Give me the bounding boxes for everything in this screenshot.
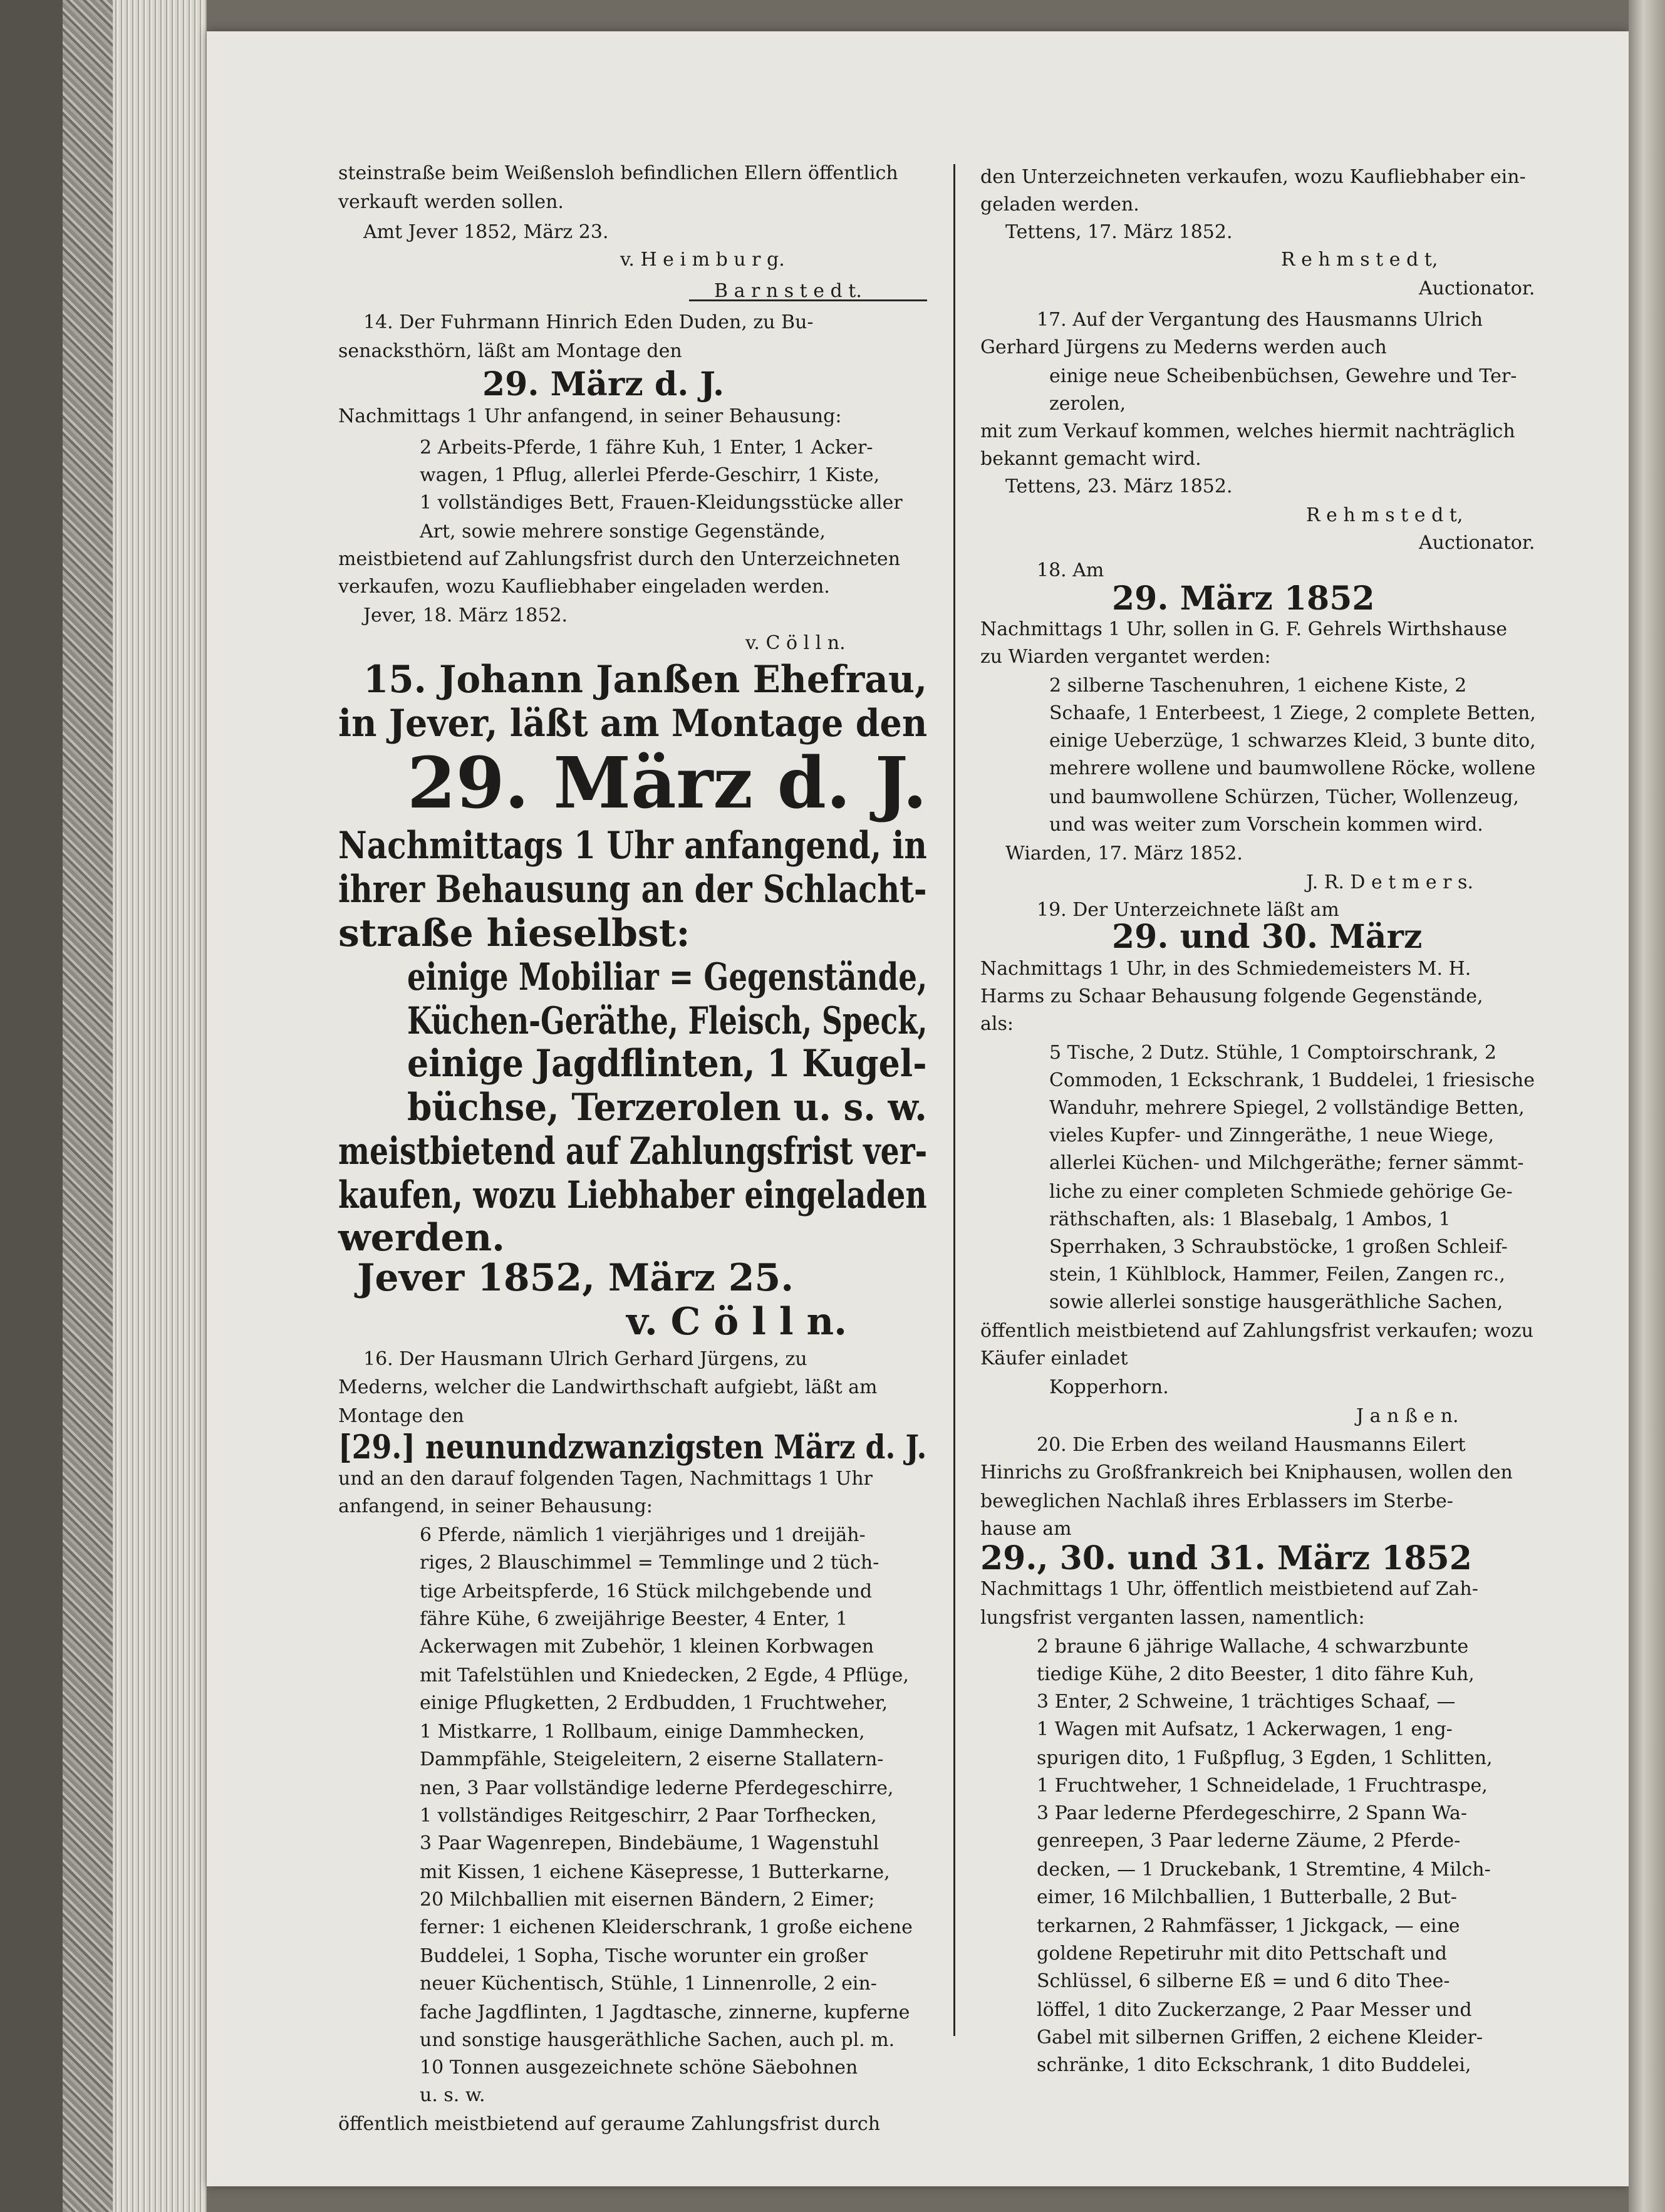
text-line: Schlüssel, 6 silberne Eß = und 6 dito Thee- [1037, 1970, 1450, 1992]
text-line: wagen, 1 Pflug, allerlei Pferde-Geschirr, 1 Kiste, [420, 464, 880, 486]
text-line: mit Kissen, 1 eichene Käsepresse, 1 Butterkarne, [420, 1861, 890, 1883]
text-line: R e h m s t e d t, [1306, 504, 1463, 526]
text-line: 20 Milchballien mit eisernen Bändern, 2 Eimer; [420, 1889, 875, 1911]
text-line: 10 Tonnen ausgezeichnete schöne Säebohnen [420, 2057, 858, 2079]
text-line: kaufen, wozu Liebhaber eingeladen [338, 1173, 927, 1217]
text-line: 29. März d. J. [407, 742, 927, 824]
text-line: Commoden, 1 Eckschrank, 1 Buddelei, 1 friesische [1049, 1069, 1535, 1091]
text-line: geladen werden. [980, 194, 1139, 215]
text-line: 5 Tische, 2 Dutz. Stühle, 1 Comptoirschrank, 2 [1049, 1042, 1496, 1064]
text-line: einige Pflugketten, 2 Erdbudden, 1 Fruchtweher, [420, 1692, 888, 1714]
text-line: 3 Paar Wagenrepen, Bindebäume, 1 Wagenstuhl [420, 1832, 879, 1854]
text-line: 18. Am [1037, 559, 1104, 581]
text-line: ferner: 1 eichenen Kleiderschrank, 1 große eichene [420, 1916, 913, 1938]
text-line: goldene Repetiruhr mit dito Pettschaft und [1037, 1943, 1447, 1965]
text-line: und was weiter zum Vorschein kommen wird. [1049, 814, 1483, 836]
text-line: sowie allerlei sonstige hausgeräthliche Sachen, [1049, 1291, 1503, 1313]
text-line: tiedige Kühe, 2 dito Beester, 1 dito fähre Kuh, [1037, 1663, 1475, 1685]
text-line: Gerhard Jürgens zu Mederns werden auch [980, 336, 1387, 358]
text-line: Mederns, welcher die Landwirthschaft aufgiebt, läßt am [338, 1376, 878, 1398]
text-line: neuer Küchentisch, Stühle, 1 Linnenrolle, 2 ein- [420, 1973, 877, 1995]
text-line: 17. Auf der Vergantung des Hausmanns Ulrich [1037, 309, 1483, 331]
text-line: verkauft werden sollen. [338, 191, 564, 213]
text-line: senacksthörn, läßt am Montage den [338, 340, 682, 362]
text-line: Amt Jever 1852, März 23. [363, 221, 609, 243]
text-line: v. H e i m b u r g. [620, 249, 785, 271]
right-page-edge [1629, 0, 1665, 2212]
text-line: Harms zu Schaar Behausung folgende Gegenstände, [980, 985, 1483, 1007]
text-line: terkarnen, 2 Rahmfässer, 1 Jickgack, — eine [1037, 1915, 1460, 1937]
text-line: Nachmittags 1 Uhr, öffentlich meistbietend auf Zah- [980, 1578, 1478, 1600]
text-line: liche zu einer completen Schmiede gehörige Ge- [1049, 1181, 1513, 1203]
text-line: Ackerwagen mit Zubehör, 1 kleinen Korbwagen [420, 1636, 874, 1658]
text-line: Jever 1852, März 25. [357, 1256, 794, 1300]
text-line: v. C ö l l n. [626, 1300, 848, 1344]
text-line: 14. Der Fuhrmann Hinrich Eden Duden, zu Bu- [363, 311, 814, 333]
text-line: den Unterzeichneten verkaufen, wozu Kaufliebhaber ein- [980, 166, 1526, 188]
text-line: stein, 1 Kühlblock, Hammer, Feilen, Zangen rc., [1049, 1264, 1505, 1285]
book-binding [0, 0, 63, 2212]
text-line: allerlei Küchen- und Milchgeräthe; ferner sämmt- [1049, 1152, 1524, 1174]
text-line: u. s. w. [420, 2084, 485, 2106]
text-line: decken, — 1 Druckebank, 1 Stremtine, 4 Milch- [1037, 1859, 1491, 1881]
text-line: R e h m s t e d t, [1281, 249, 1438, 271]
text-line: riges, 2 Blauschimmel = Temmlinge und 2 tüch- [420, 1552, 879, 1574]
text-line: Gabel mit silbernen Griffen, 2 eichene Kleider- [1037, 2027, 1483, 2048]
text-line: verkaufen, wozu Kaufliebhaber eingeladen werden. [338, 576, 830, 598]
text-line: mit zum Verkauf kommen, welches hiermit nachträglich [980, 420, 1515, 442]
text-line: Nachmittags 1 Uhr, in des Schmiedemeisters M. H. [980, 958, 1471, 980]
text-line: Art, sowie mehrere sonstige Gegenstände, [420, 521, 826, 543]
text-line: eimer, 16 Milchballien, 1 Butterballe, 2 But- [1037, 1886, 1457, 1908]
text-line: Küchen-Geräthe, Fleisch, Speck, [407, 999, 928, 1043]
text-line: als: [980, 1013, 1014, 1035]
text-line: Nachmittags 1 Uhr, sollen in G. F. Gehrels Wirthshause [980, 618, 1508, 640]
text-line: Wiarden, 17. März 1852. [1005, 843, 1243, 865]
text-line: einige Jagdflinten, 1 Kugel- [407, 1042, 927, 1086]
text-line: einige Ueberzüge, 1 schwarzes Kleid, 3 bunte dito, [1049, 730, 1536, 752]
text-line: zerolen, [1049, 393, 1126, 415]
text-line: fache Jagdflinten, 1 Jagdtasche, zinnerne, kupferne [420, 2002, 910, 2023]
text-line: 15. Johann Janßen Ehefrau, [363, 658, 928, 702]
text-line: bekannt gemacht wird. [980, 448, 1201, 470]
text-line: Schaafe, 1 Enterbeest, 1 Ziege, 2 complete Betten, [1049, 702, 1536, 724]
text-line: tige Arbeitspferde, 16 Stück milchgebende und [420, 1581, 873, 1602]
text-line: 1 Wagen mit Aufsatz, 1 Ackerwagen, 1 eng- [1037, 1718, 1453, 1740]
column-divider [953, 164, 955, 2036]
text-line: 3 Enter, 2 Schweine, 1 trächtiges Schaaf, — [1037, 1691, 1456, 1713]
text-line: steinstraße beim Weißensloh befindlichen Ellern öffentlich [338, 162, 898, 184]
text-line: 16. Der Hausmann Ulrich Gerhard Jürgens, zu [363, 1348, 807, 1370]
text-line: 1 Mistkarre, 1 Rollbaum, einige Dammhecken, [420, 1721, 865, 1743]
text-line: schränke, 1 dito Eckschrank, 1 dito Buddelei, [1037, 2054, 1471, 2076]
text-line: 2 braune 6 jährige Wallache, 4 schwarzbunte [1037, 1636, 1469, 1658]
text-line: Käufer einladet [980, 1347, 1128, 1369]
text-line: genreepen, 3 Paar lederne Zäume, 2 Pferde- [1037, 1830, 1461, 1852]
text-line: einige Mobiliar = Gegenstände, [407, 955, 928, 999]
marbled-cover-board [63, 0, 113, 2212]
text-line: 29., 30. und 31. März 1852 [980, 1539, 1472, 1577]
text-line: Nachmittags 1 Uhr anfangend, in seiner Behausung: [338, 405, 842, 427]
text-line: zu Wiarden vergantet werden: [980, 646, 1271, 668]
text-line: 1 vollständiges Bett, Frauen-Kleidungsstücke aller [420, 492, 903, 514]
text-line: Kopperhorn. [1049, 1376, 1169, 1398]
text-line: und baumwollene Schürzen, Tücher, Wollenzeug, [1049, 786, 1519, 808]
text-line: lungsfrist verganten lassen, namentlich: [980, 1607, 1365, 1629]
text-line: 2 Arbeits-Pferde, 1 fähre Kuh, 1 Enter, 1 Acker- [420, 437, 873, 459]
text-line: beweglichen Nachlaß ihres Erblassers im Sterbe- [980, 1490, 1453, 1512]
text-line: hause am [980, 1518, 1072, 1540]
text-line: 19. Der Unterzeichnete läßt am [1037, 899, 1339, 921]
text-line: mehrere wollene und baumwollene Röcke, wollene [1049, 757, 1536, 779]
text-line: Sperrhaken, 3 Schraubstöcke, 1 großen Schleif- [1049, 1236, 1508, 1258]
text-line: nen, 3 Paar vollständige lederne Pferdegeschirre, [420, 1777, 894, 1799]
text-line: meistbietend auf Zahlungsfrist ver- [338, 1129, 928, 1173]
text-line: Montage den [338, 1405, 464, 1427]
text-line: und an den darauf folgenden Tagen, Nachmittags 1 Uhr [338, 1468, 873, 1490]
text-line: Buddelei, 1 Sopha, Tische worunter ein großer [420, 1945, 868, 1967]
text-line: spurigen dito, 1 Fußpflug, 3 Egden, 1 Schlitten, [1037, 1747, 1493, 1769]
text-line: anfangend, in seiner Behausung: [338, 1495, 653, 1517]
text-line: Wanduhr, mehrere Spiegel, 2 vollständige Betten, [1049, 1097, 1525, 1119]
text-line: 3 Paar lederne Pferdegeschirre, 2 Spann Wa- [1037, 1802, 1467, 1824]
text-line: 29. März d. J. [482, 365, 725, 403]
text-line: Auctionator. [1419, 278, 1535, 299]
text-line: straße hieselbst: [338, 911, 690, 955]
text-line: Tettens, 17. März 1852. [1005, 221, 1233, 243]
text-line: Jever, 18. März 1852. [363, 605, 568, 626]
text-line: öffentlich meistbietend auf geraume Zahlungsfrist durch [338, 2113, 881, 2135]
text-line: 1 vollständiges Reitgeschirr, 2 Paar Torfhecken, [420, 1805, 877, 1827]
text-line: fähre Kühe, 6 zweijährige Beester, 4 Enter, 1 [420, 1608, 848, 1630]
text-line: büchse, Terzerolen u. s. w. [407, 1086, 927, 1129]
text-line: 29. und 30. März [1112, 918, 1423, 956]
text-line: [29.] neunundzwanzigsten März d. J. [338, 1428, 927, 1467]
text-line: Auctionator. [1419, 532, 1535, 554]
text-line: mit Tafelstühlen und Kniedecken, 2 Egde, 4 Pflüge, [420, 1664, 909, 1686]
text-line: 2 silberne Taschenuhren, 1 eichene Kiste, 2 [1049, 675, 1467, 697]
text-line: meistbietend auf Zahlungsfrist durch den Unterzeichneten [338, 548, 901, 570]
text-line: in Jever, läßt am Montage den [338, 702, 928, 745]
text-line: Nachmittags 1 Uhr anfangend, in [338, 824, 927, 868]
text-line: räthschaften, als: 1 Blasebalg, 1 Ambos, 1 [1049, 1208, 1451, 1230]
text-line: Hinrichs zu Großfrankreich bei Kniphausen, wollen den [980, 1462, 1513, 1483]
text-line: öffentlich meistbietend auf Zahlungsfrist verkaufen; wozu [980, 1320, 1533, 1342]
text-line: 1 Fruchtweher, 1 Schneidelade, 1 Fruchtraspe, [1037, 1775, 1488, 1797]
text-line: 29. März 1852 [1112, 579, 1375, 618]
text-line: J. R. D e t m e r s. [1306, 871, 1473, 893]
text-line: werden. [338, 1216, 506, 1260]
text-line: B a r n s t e d t. [714, 280, 862, 302]
text-line: Tettens, 23. März 1852. [1005, 475, 1233, 497]
text-line: vieles Kupfer- und Zinngeräthe, 1 neue Wiege, [1049, 1124, 1495, 1146]
text-line: und sonstige hausgeräthliche Sachen, auch pl. m. [420, 2029, 895, 2051]
text-line: 20. Die Erben des weiland Hausmanns Eilert [1037, 1434, 1466, 1456]
text-line: 6 Pferde, nämlich 1 vierjähriges und 1 dreijäh- [420, 1524, 866, 1546]
text-line: ihrer Behausung an der Schlacht- [338, 868, 927, 911]
text-line: Dammpfähle, Steigeleitern, 2 eiserne Stallatern- [420, 1748, 884, 1770]
text-line: einige neue Scheibenbüchsen, Gewehre und Ter- [1049, 365, 1517, 387]
text-line: J a n ß e n. [1356, 1405, 1459, 1427]
page-edges [113, 0, 207, 2212]
text-line: v. C ö l l n. [745, 632, 846, 654]
text-line: löffel, 1 dito Zuckerzange, 2 Paar Messer und [1037, 1999, 1472, 2021]
